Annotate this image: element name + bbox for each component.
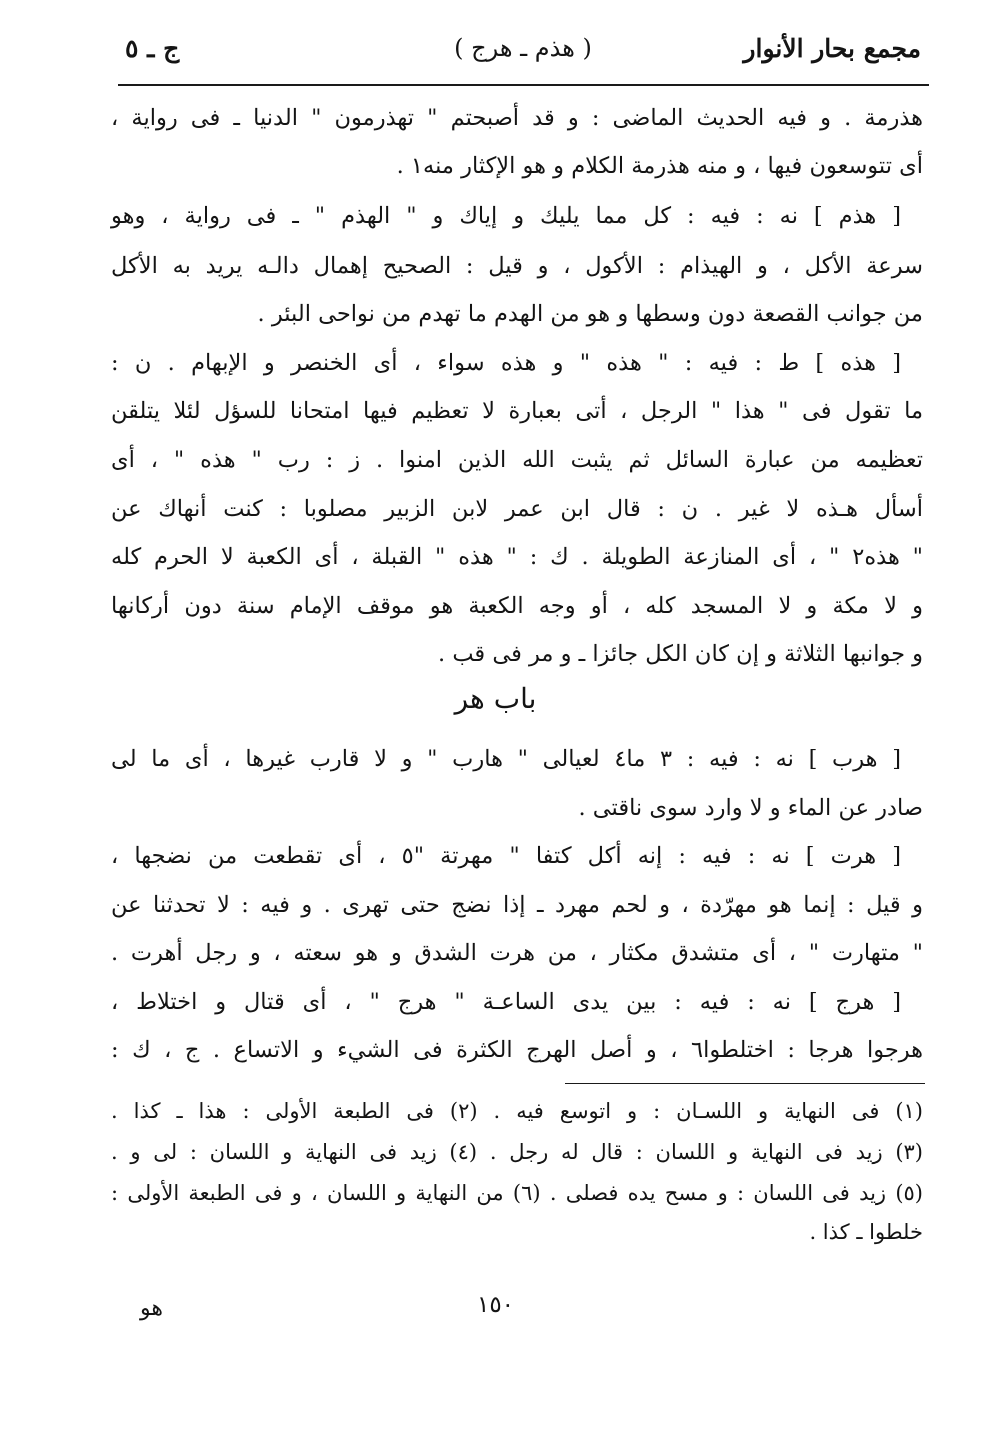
text-line: أى تتوسعون فيها ، و منه هذرمة الكلام و هو الإكثار منه١ .	[396, 153, 923, 179]
text-line: أسأل هـذه لا غير . ن : قال ابن عمر لابن الزبير مصلوبا : كنت أنهاك عن	[111, 496, 923, 522]
footnote-rule	[565, 1083, 925, 1084]
text-line: [ هذه ] ط : فيه : " هذه " و هذه سواء ، أى الخنصر و الإبهام . ن :	[111, 350, 901, 376]
text-line: و قيل : إنما هو مهرّدة ، و لحم مهرد ـ إذا نضج حتى تهرى . و فيه : لا تحدثنا عن	[111, 892, 923, 918]
catchword: هو	[140, 1296, 163, 1321]
text-line: [ هرب ] نه : فيه : ٣ ما٤ لعيالى " هارب " و لا قارب غيرها ، أى ما لى	[111, 746, 901, 772]
section-title: باب هر	[454, 682, 537, 715]
text-line: " متهارت " ، أى متشدق مكثار ، من هرت الشدق و هو سعته ، و رجل أهرت .	[111, 940, 923, 966]
running-header	[125, 26, 921, 76]
text-line: هذرمة . و فيه الحديث الماضى : و قد أصبحتم " تهذرمون " الدنيا ـ فى رواية ،	[111, 105, 923, 131]
text-line: و جوانبها الثلاثة و إن كان الكل جائزا ـ و مر فى قب .	[438, 641, 923, 667]
header-rule	[118, 84, 929, 86]
text-line: " هذه٢ " ، أى المنازعة الطويلة . ك : " هذه " القبلة ، أى الكعبة لا الحرم كله	[111, 544, 923, 570]
footnote-line: (١) فى النهاية و اللسـان : و اتوسع فيه . (٢) فى الطبعة الأولى : هذا ـ كذا .	[111, 1099, 923, 1123]
footnote-line: (٣) زيد فى النهاية و اللسان : قال له رجل . (٤) زيد فى النهاية و اللسان : لى و .	[111, 1140, 923, 1164]
text-line: و لا مكة و لا المسجد كله ، أو وجه الكعبة هو موقف الإمام سنة دون أركانها	[111, 593, 923, 619]
book-title: مجمع بحار الأنوار	[743, 34, 921, 63]
entries-range: ( هذم ـ هرج )	[454, 34, 592, 62]
footnote-line: خلطوا ـ كذا .	[809, 1220, 923, 1244]
text-line: صادر عن الماء و لا وارد سوى ناقتى .	[578, 795, 923, 821]
text-line: [ هرت ] نه : فيه : إنه أكل كتفا " مهرتة "٥ ، أى تقطعت من نضجها ،	[111, 843, 901, 869]
text-line: ما تقول فى " هذا " الرجل ، أتى بعبارة لا تعظيم فيها امتحانا للسؤل لئلا يتلقن	[111, 398, 923, 424]
text-line: سرعة الأكل ، و الهيذام : الأكول ، و قيل : الصحيح إهمال دالـه يريد به الأكل	[111, 253, 923, 279]
footnote-line: (٥) زيد فى اللسان : و مسح يده فصلى . (٦) من النهاية و اللسان ، و فى الطبعة الأولى :	[111, 1181, 923, 1205]
text-line: من جوانب القصعة دون وسطها و هو من الهدم ما تهدم من نواحى البئر .	[257, 301, 923, 327]
volume-number: ج ـ ٥	[125, 34, 180, 63]
text-line: [ هذم ] نه : فيه : كل مما يليك و إياك و " الهذم " ـ فى رواية ، وهو	[111, 203, 901, 229]
text-line: [ هرج ] نه : فيه : بين يدى الساعـة " هرج " ، أى قتال و اختلاط ،	[111, 989, 901, 1015]
text-line: هرجوا هرجا : اختلطوا٦ ، و أصل الهرج الكثرة فى الشيء و الاتساع . ج ، ك :	[111, 1037, 924, 1063]
text-line: تعظيمه من عبارة السائل ثم يثبت الله الذين امنوا . ز : رب " هذه " ، أى	[111, 447, 923, 473]
page-number: ١٥٠	[476, 1292, 515, 1318]
